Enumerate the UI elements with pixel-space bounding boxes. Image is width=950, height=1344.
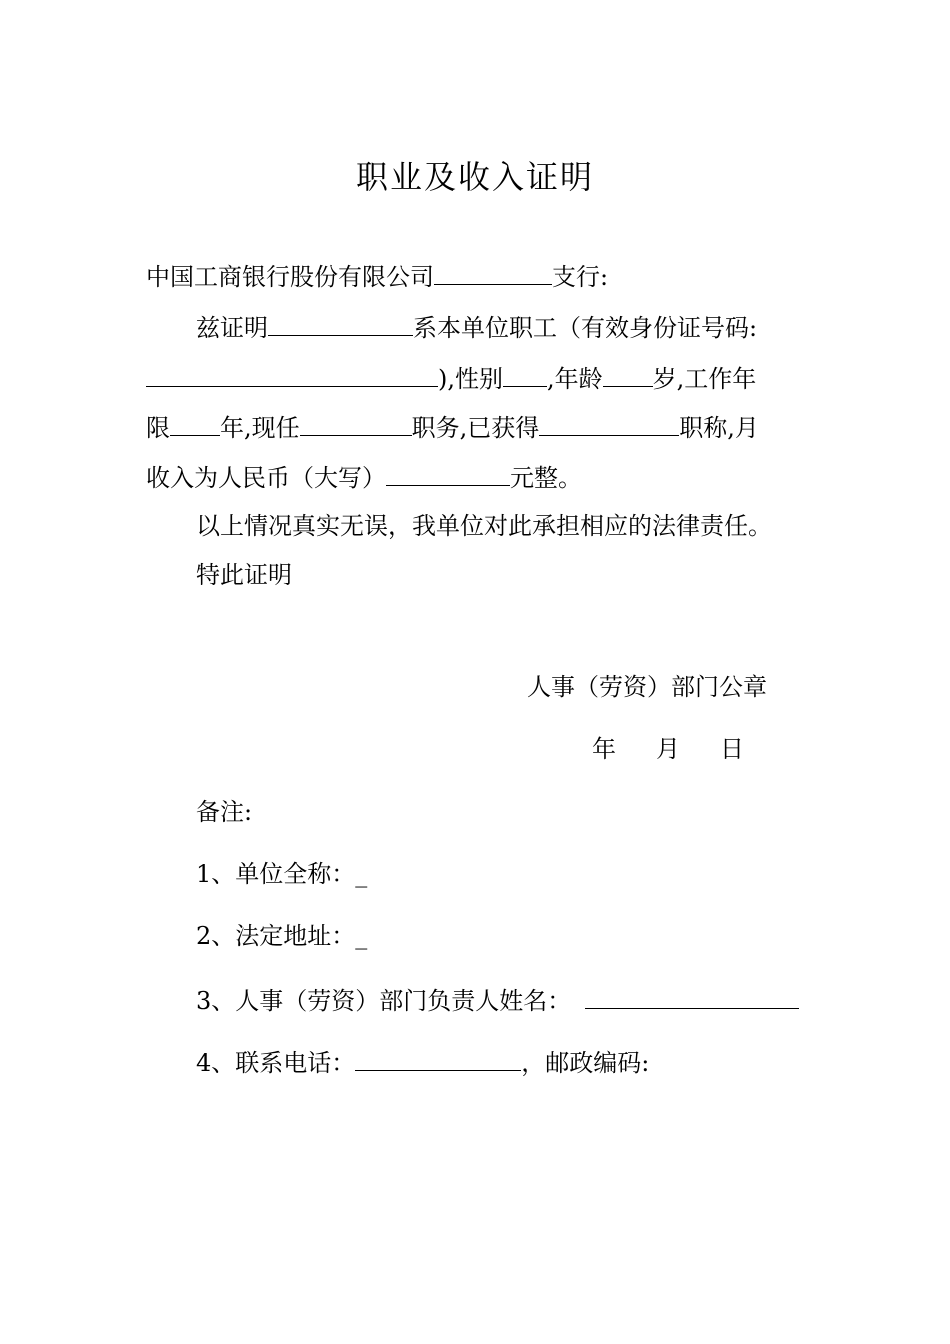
age-blank[interactable]: [603, 362, 653, 387]
income-text: 收入为人民币（大写）: [146, 464, 386, 492]
employee-text: 系本单位职工（有效身份证号码:: [413, 314, 758, 342]
month-text: 职称,月: [679, 414, 759, 442]
hr-manager-name-blank[interactable]: [585, 984, 799, 1009]
postcode-label: ，邮政编码:: [521, 1049, 650, 1077]
body-line-5: 以上情况真实无误，我单位对此承担相应的法律责任。: [196, 512, 772, 540]
position-blank[interactable]: [300, 411, 412, 436]
position-text: 年,现任: [220, 414, 300, 442]
bank-name: 中国工商银行股份有限公司: [146, 263, 434, 291]
age-text: ,年龄: [547, 365, 603, 393]
branch-blank[interactable]: [434, 260, 552, 285]
note-item-3: [196, 984, 799, 1014]
document-title: 职业及收入证明: [355, 158, 594, 196]
gender-text: ),性别: [438, 365, 503, 393]
limit-text: 限: [146, 414, 170, 442]
income-blank[interactable]: [386, 461, 510, 486]
body-line-6: 特此证明: [196, 561, 292, 589]
body-line-4: [146, 461, 582, 491]
professional-title-blank[interactable]: [539, 411, 679, 436]
employee-name-blank[interactable]: [268, 311, 413, 336]
seal-label: 人事（劳资）部门公章: [527, 673, 767, 701]
id-number-blank[interactable]: [146, 362, 438, 387]
date-day: 日: [720, 735, 744, 763]
body-line-2: [146, 362, 756, 392]
note-item-4-label: 4、联系电话：: [196, 1049, 356, 1077]
certify-text: 兹证明: [196, 314, 268, 342]
note-item-4: [196, 1046, 649, 1076]
title-text: 职务,已获得: [411, 414, 540, 442]
gender-blank[interactable]: [503, 362, 547, 387]
branch-suffix: 支行:: [552, 263, 609, 291]
work-years-blank[interactable]: [170, 411, 220, 436]
note-item-3-label: 3、人事（劳资）部门负责人姓名：: [196, 987, 572, 1015]
addressee-line: [146, 260, 608, 290]
yuan-text: 元整。: [510, 464, 582, 492]
body-line-1: [196, 311, 757, 341]
years-text: 岁,工作年: [652, 365, 757, 393]
notes-heading: 备注:: [196, 798, 253, 826]
date-month: 月: [656, 735, 680, 763]
date-year: 年: [592, 735, 616, 763]
note-item-2: 2、法定地址：_: [196, 922, 368, 950]
note-item-1: 1、单位全称：_: [196, 860, 368, 888]
phone-blank[interactable]: [355, 1046, 521, 1071]
body-line-3: [146, 411, 759, 441]
date-line: [592, 734, 744, 764]
